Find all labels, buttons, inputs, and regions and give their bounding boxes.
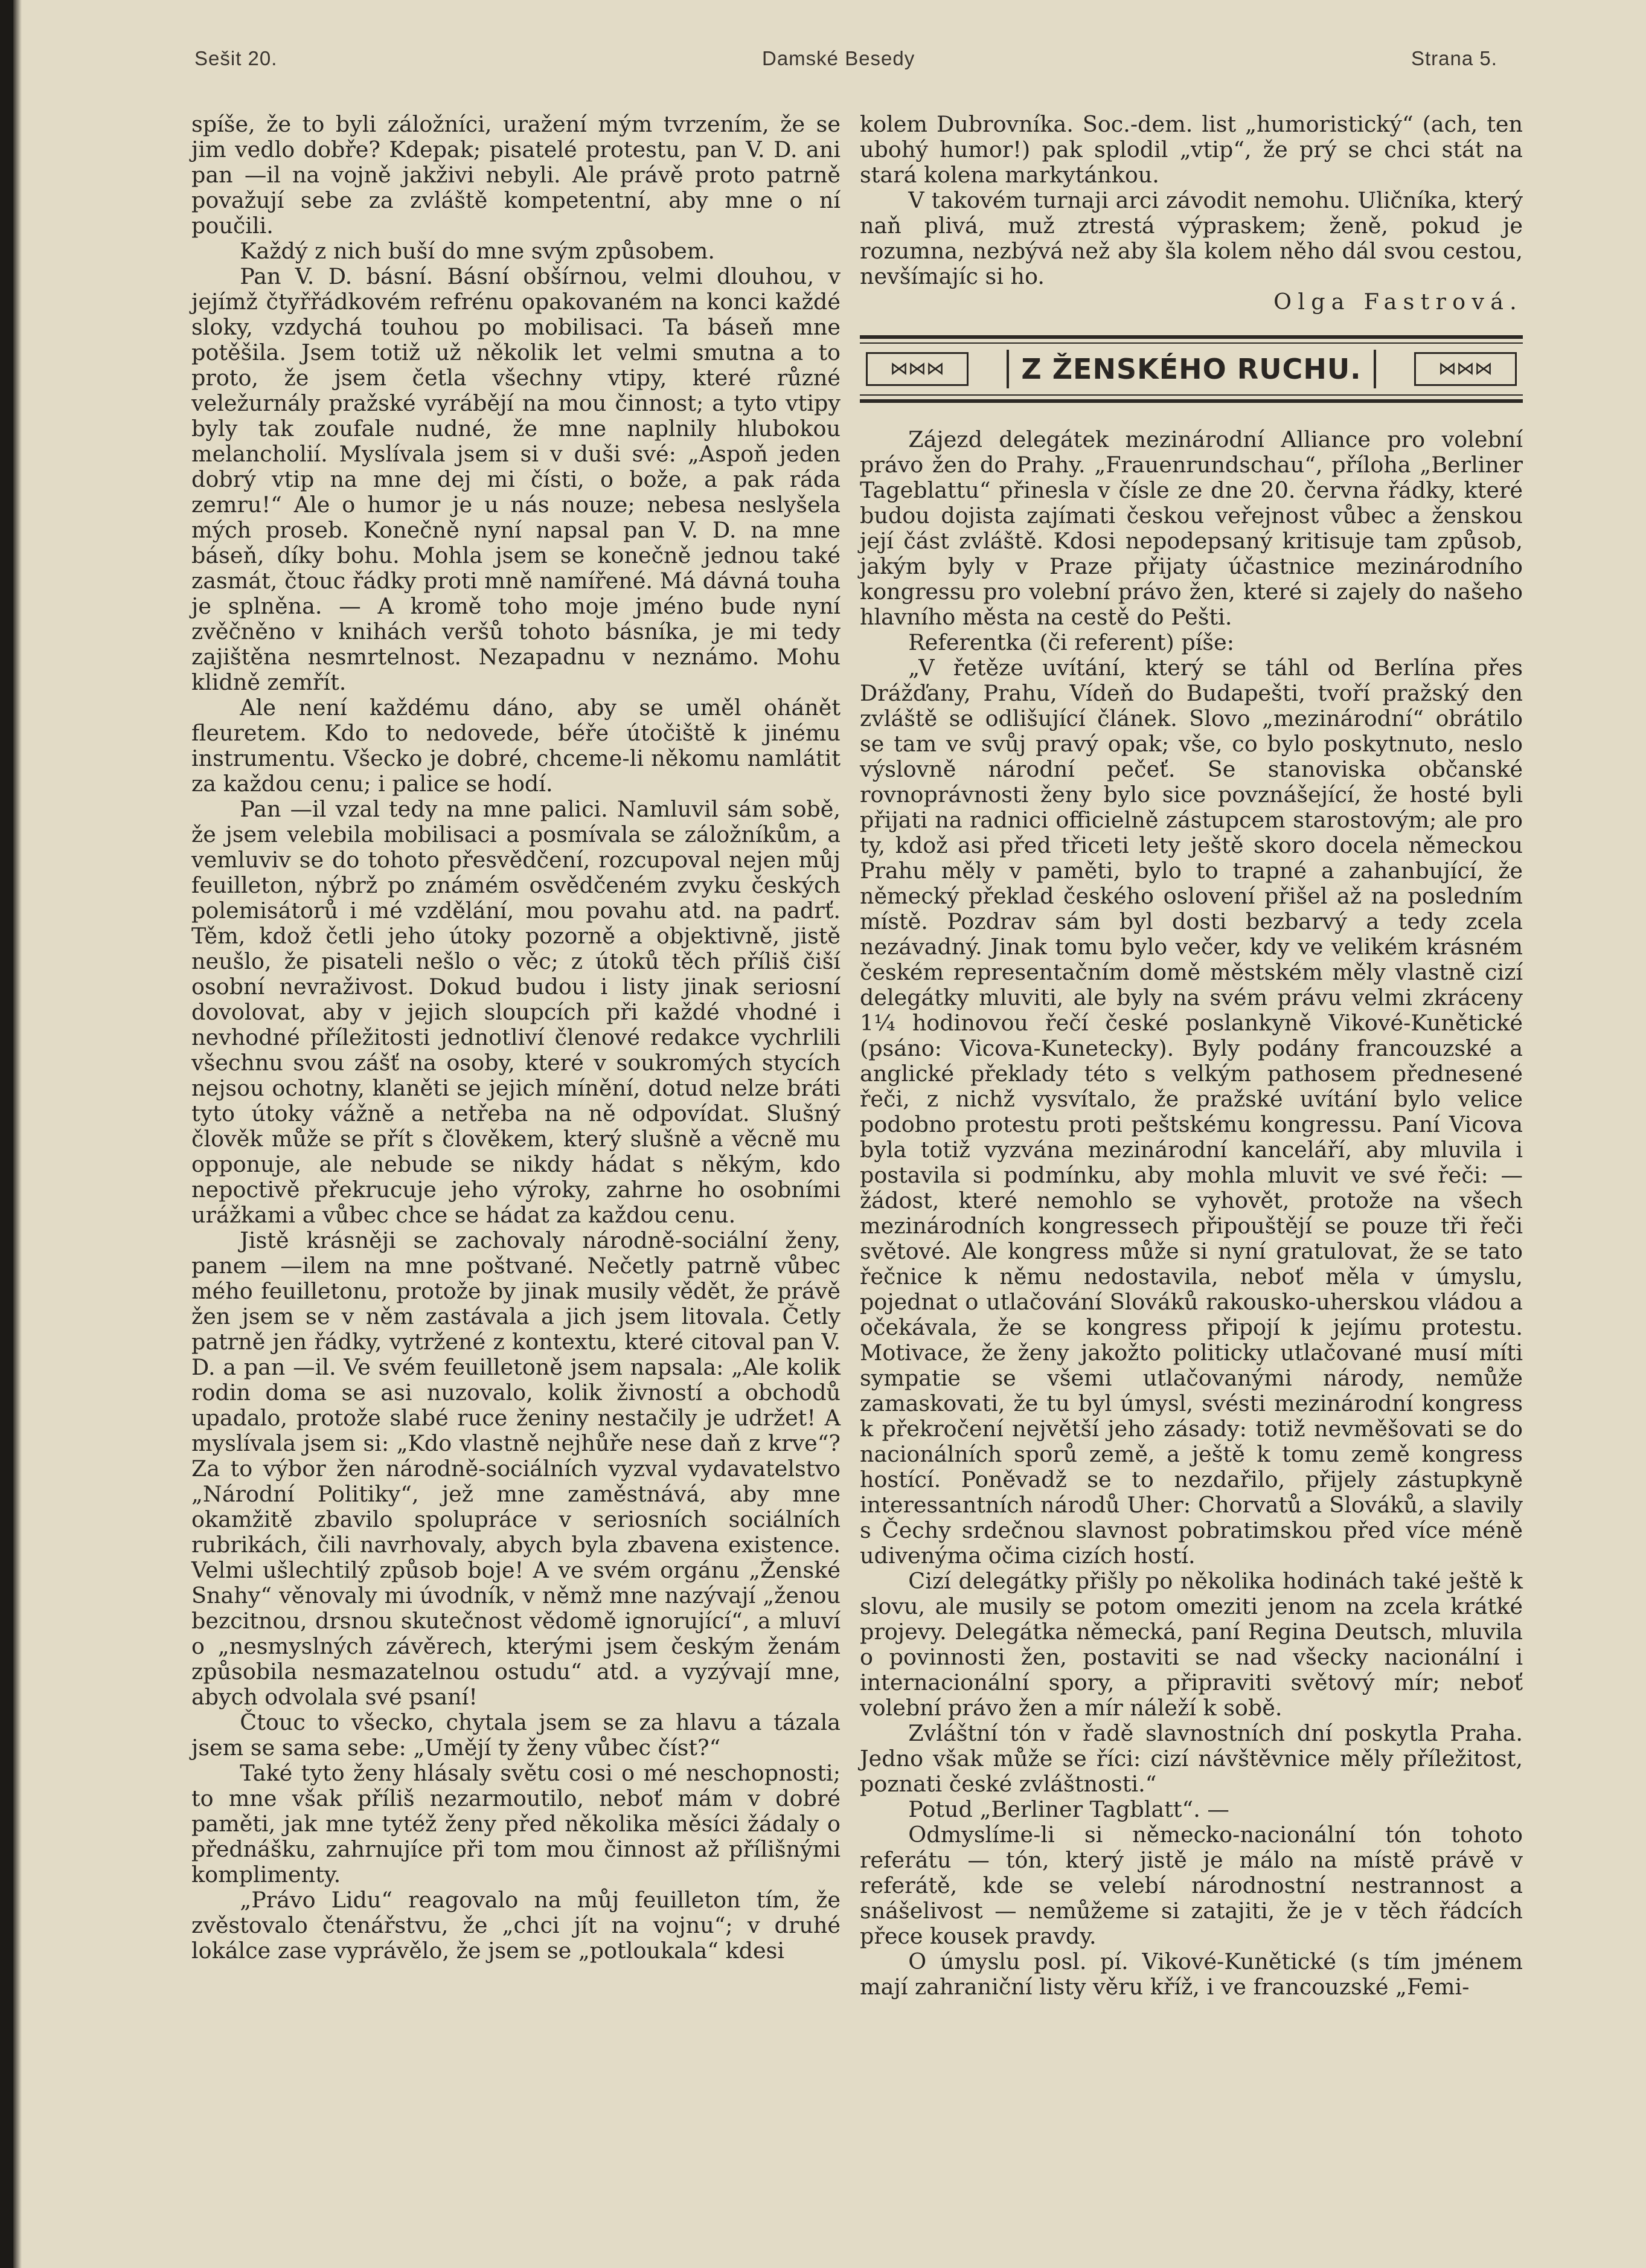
left-column — [191, 112, 841, 1964]
paragraph: kolem Dubrovníka. Soc.-dem. list „humoristický“ (ach, ten ubohý humor!) pak splodil „vtip“, že prý se chci stát na stará kolena markytánkou. — [860, 111, 1523, 188]
paragraph: Každý z nich buší do mne svým způsobem. — [240, 238, 716, 264]
paragraph: spíše, že to byli záložníci, uražení mým tvrzením, že se jim vedlo dobře? Kdepak; pisatelé protestu, pan V. D. ani pan —il na vojně jakživi nebyli. Ale právě proto patrně považují sebe za zvláště kompetentní, aby mne o ní poučili. — [191, 111, 841, 239]
paragraph: Odmyslíme-li si německo-nacionální tón tohoto referátu — tón, který jistě je málo na místě právě v referátě, kde se velebí národnostní nestrannost a snášelivost — nemůžeme si zatajiti, že je v těch řádcích přece kousek pravdy. — [860, 1822, 1523, 1949]
paragraph: Čtouc to všecko, chytala jsem se za hlavu a tázala jsem se sama sebe: „Umějí ty ženy vůbec číst?“ — [191, 1709, 841, 1761]
paragraph: Jistě krásněji se zachovaly národně-sociální ženy, panem —ilem na mne poštvané. Nečetly patrně vůbec mého feuilletonu, protože by jinak musily vědět, že právě žen jsem se v něm zastávala a jich jsem litovala. Četly patrně jen řádky, vytržené z kontextu, které citoval pan V. D. a pan —il. Ve svém feuilletoně jsem napsala: „Ale kolik rodin doma se asi nuzovalo, kolik živností a obchodů upadalo, protože slabé ruce ženiny nestačily je udržet! A myslívala jsem si: „Kdo vlastně nejhůře nese daň z krve“? Za to výbor žen národně-sociálních vyzval vydavatelstvo „Národní Politiky“, jež mne zaměstnává, aby mne okamžitě zbavilo spolupráce v seriosních sociálních rubrikách, čili navrhovaly, abych byla zbavena existence. Velmi ušlechtilý způsob boje! A ve svém orgánu „Ženské Snahy“ věnovaly mi úvodník, v němž mne nazývají „ženou bezcitnou, drsnou skutečnost vědomě ignorující“, a mluví o „nesmyslných závěrech, kterými jsem českým ženám způsobila nesmazatelnou ostudu“ atd. a vyzývají mne, abych odvolala své psaní! — [191, 1227, 841, 1710]
right-column — [860, 112, 1523, 2000]
ornament-right-icon — [1414, 352, 1517, 386]
paragraph: Cizí delegátky přišly po několika hodinách také ještě k slovu, ale musily se potom omeziti jenom na zcela krátké projevy. Delegátka německá, paní Regina Deutsch, mluvila o povinnosti žen, postaviti se nad všecky nacionální i internacionální spory, a připraviti světový mír; neboť volební právo žen a mír náleží k sobě. — [860, 1568, 1523, 1721]
paragraph: V takovém turnaji arci závodit nemohu. Uličníka, který naň plivá, muž ztrestá výpraskem; ženě, pokud je rozumna, nezbývá než aby šla kolem něho dál svou cestou, nevšímajíc si ho. — [860, 187, 1523, 289]
section-banner — [860, 335, 1523, 403]
page-header — [194, 47, 1511, 81]
ornament-left-icon — [866, 352, 969, 386]
ornament-glyphs: ⋈⋈⋈ — [890, 358, 944, 379]
author-signature: Olga Fastrová. — [1273, 289, 1523, 315]
paragraph: Zvláštní tón v řadě slavnostních dní poskytla Praha. Jedno však může se říci: cizí návštěvnice měly příležitost, poznati české zvláštnosti.“ — [860, 1720, 1523, 1797]
issue-number: Sešit 20. — [194, 47, 278, 69]
paragraph: Zájezd delegátek mezinárodní Alliance pro volební právo žen do Prahy. „Frauenrundschau“, příloha „Berliner Tageblattu“ přinesla v čísle ze dne 20. června řádky, které budou dojista zajímati českou veřejnost vůbec a ženskou její část zvláště. Kdosi nepodepsaný kritisuje tam způsob, jakým byly v Praze přijaty účastnice mezinárodního kongressu pro volební právo žen, které si zajely do našeho hlavního města na cestě do Pešti. — [860, 426, 1523, 630]
paragraph: „V řetěze uvítání, který se táhl od Berlína přes Drážďany, Prahu, Vídeň do Budapešti, tvoří pražský den zvláště se odlišující článek. Slovo „mezinárodní“ obrátilo se tam ve svůj pravý opak; vše, co bylo poskytnuto, neslo výslovně národní pečeť. Se stanoviska občanské rovnoprávnosti ženy bylo sice povznášející, že hosté byli přijati na radnici officielně zástupcem starostovým; ale pro ty, kdož asi před třiceti lety ještě skoro docela německou Prahu měly v paměti, bylo to trapné a zahanbující, že německý překlad českého oslovení přišel až na posledním místě. Pozdrav sám byl dosti bezbarvý a tedy zcela nezávadný. Jinak tomu bylo večer, kdy ve velikém krásném českém representačním domě městském měly vlastně cizí delegátky mluviti, ale byly na svém právu velmi zkráceny 1¼ hodinovou řečí české poslankyně Vikové-Kunětické (psáno: Vicova-Kunetecky). Byly podány francouzské a anglické překlady této s velkým pathosem přednesené řeči, z nichž vysvítalo, že pražské uvítání bylo velice podobno protestu proti peštskému kongressu. Paní Vicova byla totiž vyzvána mezinárodní kanceláří, aby mluvila i postavila si podmínku, aby mohla mluvit ve své řeči: — žádost, které nemohlo se vyhovět, protože na všech mezinárodních kongressech připouštějí se pouze tři řeči světové. Ale kongress může si nyní gratulovat, že se tato řečnice k němu nedostavila, neboť měla v úmyslu, pojednat o utlačování Slováků rakousko-uherskou vládou a očekávala, že se kongress připojí k jejímu protestu. Motivace, že ženy jakožto politicky utlačované musí míti sympatie se všemi utlačovanými národy, nemůže zamaskovati, že tu byl úmysl, svésti mezinárodní kongress k překročení největší jeho zásady: totiž nevměšovati se do nacionálních sporů země, a ještě k tomu země kongress hostící. Poněvadž se to nezdařilo, přijely zástupkyně interessantních národů Uher: Chorvatů a Slováků, a slavily s Čechy srdečnou slavnost pobratimskou před více méně udivenýma očima cizích hostí. — [860, 655, 1523, 1569]
paragraph: Ale není každému dáno, aby se uměl ohánět fleuretem. Kdo to nedovede, béře útočiště k jinému instrumentu. Všecko je dobré, chceme-li někomu namlátit za každou cenu; i palice se hodí. — [191, 695, 841, 797]
page-number: Strana 5. — [1411, 47, 1497, 69]
paragraph: Pan V. D. básní. Básní obšírnou, velmi dlouhou, v jejímž čtyřřádkovém refrénu opakovaném na konci každé sloky, vzdychá touhou po mobilisaci. Ta báseň mne potěšila. Jsem totiž už několik let velmi smutna a to proto, že jsem četla všechny vtipy, které různé veležurnály pražské vyrábějí na mou činnost; a tyto vtipy byly tak zoufale nudné, že mne naplnily hlubokou melancholií. Myslívala jsem si v duši své: „Aspoň jeden dobrý vtip na mne dej mi čísti, o bože, a pak ráda zemru!“ Ale o humor je u nás nouze; nebesa neslyšela mých proseb. Konečně nyní napsal pan V. D. na mne báseň, díky bohu. Mohla jsem se konečně jednou také zasmát, čtouc řádky proti mně namířené. Má dávná touha je splněna. — A kromě toho moje jméno bude nyní zvěčněno v knihách veršů tohoto básníka, je mi tedy zajištěna nesmrtelnost. Nezapadnu v neznámo. Mohu klidně zemřít. — [191, 263, 841, 695]
paragraph: O úmyslu posl. pí. Vikové-Kunětické (s tím jménem mají zahraniční listy věru kříž, i ve francouzské „Femi- — [860, 1948, 1523, 2000]
magazine-title: Damské Besedy — [762, 47, 915, 69]
ornament-glyphs: ⋈⋈⋈ — [1438, 358, 1493, 379]
paragraph: Pan —il vzal tedy na mne palici. Namluvil sám sobě, že jsem velebila mobilisaci a posmívala se záložníkům, a vemluviv se do tohoto přesvědčení, rozcupoval nejen můj feuilleton, nýbrž po známém osvědčeném zvyku českých polemisátorů i mé vzdělání, mou povahu atd. na padrť. Těm, kdož četli jeho útoky pozorně a objektivně, jistě neušlo, že pisateli nešlo o věc; z útoků těch příliš čiší osobní nevraživost. Dokud budou i listy jinak seriosní dovolovat, aby v jejich sloupcích při každé vhodné i nevhodné příležitosti jednotliví členové redakce vychrlili všechnu svou zášť na osoby, které v soukromých stycích nejsou ochotny, klaněti se jejich mínění, dotud nelze bráti tyto útoky vážně a netřeba na ně odpovídat. Slušný člověk může se přít s člověkem, který slušně a věcně mu opponuje, ale nebude se nikdy hádat s někým, kdo nepoctivě překrucuje jeho výroky, zahrne ho osobními urážkami a vůbec chce se hádat za každou cenu. — [191, 796, 841, 1228]
paragraph: Také tyto ženy hlásaly světu cosi o mé neschopnosti; to mne však příliš nezarmoutilo, neboť mám v dobré paměti, jak mne tytéž ženy před několika měsíci žádaly o přednášku, zahrnujíce při tom mou činnost až přílišnými komplimenty. — [191, 1760, 841, 1887]
paragraph: Referentka (či referent) píše: — [908, 629, 1235, 655]
paragraph: „Právo Lidu“ reagovalo na můj feuilleton tím, že zvěstovalo čtenářstvu, že „chci jít na vojnu“; v druhé lokálce zase vyprávělo, že jsem se „potloukala“ kdesi — [191, 1887, 841, 1964]
paragraph: Potud „Berliner Tagblatt“. — — [908, 1796, 1229, 1822]
newspaper-page — [13, 0, 1646, 2268]
section-title: Z ŽENSKÉHO RUCHU. — [1007, 350, 1375, 388]
